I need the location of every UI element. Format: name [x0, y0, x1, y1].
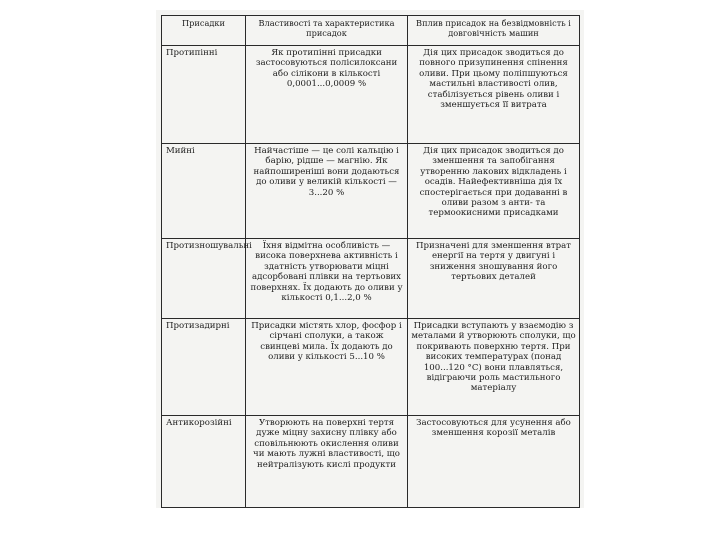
- additives-table: [161, 15, 580, 508]
- scanned-page: [156, 10, 584, 508]
- additive-name: Антикорозійні: [162, 416, 246, 508]
- header-additives: Присадки: [162, 16, 246, 46]
- additive-effect: Дія цих присадок зводиться до зменшення та запобігання утворенню лакових відкладень і осадів. Найефективніша дія їх спостерігається при додаванні в оливи разом з анти- та термоокисними присадками: [408, 144, 580, 239]
- table-header-row: [162, 16, 580, 46]
- additive-properties: Найчастіше — це солі кальцію і барію, рідше — магнію. Як найпоширеніші вони додаються до оливи у великій кількості — 3...20 %: [246, 144, 408, 239]
- additive-effect: Призначені для зменшення втрат енергії на тертя у двигуні і зниження зношування його тертьових деталей: [408, 239, 580, 319]
- table-row: [162, 144, 580, 239]
- additive-name: Протизадирні: [162, 319, 246, 416]
- additive-effect: Присадки вступають у взаємодію з металами й утворюють сполуки, що покривають поверхню тертя. При високих температурах (понад 100...120 °С) вони плавляться, відіграючи роль мастильного матеріалу: [408, 319, 580, 416]
- additive-properties: Утворюють на поверхні тертя дуже міцну захисну плівку або сповільнюють окислення оливи чи мають лужні властивості, що нейтралізують кислі продукти: [246, 416, 408, 508]
- table-row: [162, 239, 580, 319]
- additive-properties: Їхня відмітна особливість — висока поверхнева активність і здатність утворювати міцні адсорбовані плівки на тертьових поверхнях. Їх додають до оливи у кількості 0,1...2,0 %: [246, 239, 408, 319]
- header-properties: Властивості та характеристика присадок: [246, 16, 408, 46]
- additive-name: Мийні: [162, 144, 246, 239]
- additive-name: Протизношувальні: [162, 239, 246, 319]
- additive-properties: Присадки містять хлор, фосфор і сірчані сполуки, а також свинцеві мила. Їх додають до оливи у кількості 5...10 %: [246, 319, 408, 416]
- table-row: [162, 319, 580, 416]
- header-effect: Вплив присадок на безвідмовність і довговічність машин: [408, 16, 580, 46]
- additive-properties: Як протипінні присадки застосовуються полісилоксани або сілікони в кількості 0,0001...0,0009 %: [246, 46, 408, 144]
- additive-effect: Дія цих присадок зводиться до повного призупинення спінення оливи. При цьому поліпшуються мастильні властивості олив, стабілізується рівень оливи і зменшується її витрата: [408, 46, 580, 144]
- additive-effect: Застосовуються для усунення або зменшення корозії металів: [408, 416, 580, 508]
- table-row: [162, 46, 580, 144]
- additive-name: Протипінні: [162, 46, 246, 144]
- table-row: [162, 416, 580, 508]
